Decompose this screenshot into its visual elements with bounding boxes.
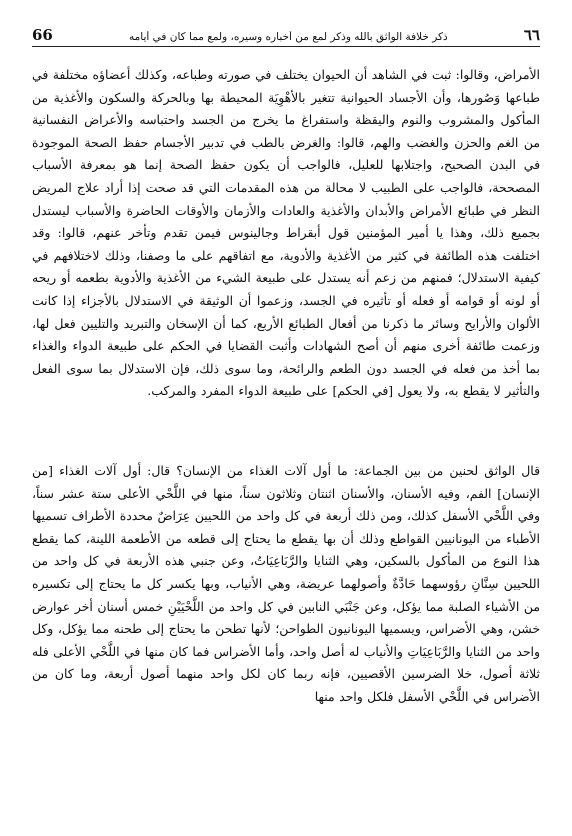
page-number-latin: 66 [32,26,53,44]
page-number-arabic: ٦٦ [523,26,540,44]
running-title: ذكر خلافة الواثق بالله وذكر لمع من أخباره وسيره، ولمع مما كان في أيامه [129,31,448,43]
body-paragraph-2 [32,460,540,709]
body-paragraph-1 [32,64,540,403]
paragraph-text: الأمراض، وقالوا: ثبت في الشاهد أن الحيوان يختلف في صورته وطباعه، وكذلك أعضاؤه مختلفة في طباعها وَصُورها، وأن الأجساد الحيوانية تتغير بالأهْوِيَة المحيطة بها وبالحركة والسكون والأغذية من المأكول والمشروب والنوم واليقظة واستفراغ ما يخرج من الجسد واحتباسه والأعراض النفسانية من الغم والحزن والغضب والهم، قالوا: والغرض بالطب في تدبير الأجسام حفظ الصحة الموجودة في البدن الصحيح، واجتلابها للعليل، فالواجب أن يكون حفظ الصحة إنما هو بمعرفة الأسباب المصححة، فالواجب على الطبيب لا محالة من هذه المقدمات التي قد صحت إذا أراد علاج المريض النظر في طبائع الأمراض والأبدان والأغذية والعادات والأزمان والأوقات الحاضرة والأسباب ليستدل بجميع ذلك، وهذا يا أمير المؤمنين قول أبقراط وجالينوس فيمن تقدم وتأخر عنهم، قالوا: وقد اختلفت هذه الطائفة في كثير من الأغذية والأدوية، مع اتفاقهم على ما وصفنا، وذلك لاختلافهم في كيفية الاستدلال؛ فمنهم من زعم أنه يستدل على طبيعة الشيء من الأغذية والأدوية بطعمه أو ريحه أو لونه أو قوامه أو فعله أو تأثيره في الجسد، وزعموا أن الوثيقة في الاستدلال بالأجزاء إذا كانت الألوان والأرايح وسائر ما ذكرنا من أفعال الطبائع الأربع، كما أن الإسخان والتبريد والتليين فعل لها، وزعمت طائفة أخرى منهم أن أصح الشهادات وأثبت القضايا في الحكم على طبيعة الدواء والغذاء بما أخذ من فعله في الجسد دون الطعم والرائحة، وما سوى ذلك، فإن الاستدلال بما سوى الفعل والتأثير لا يقطع به، ولا يعول [في الحكم] على طبيعة الدواء المفرد والمركب. [32,67,540,399]
paragraph-text: قال الواثق لحنين من بين الجماعة: ما أول آلات الغذاء من الإنسان؟ قال: أول آلات الغذاء [من الإنسان] الفم، وفيه الأسنان، والأسنان اثنتان وثلاثون سناً، منها في اللَّحْي الأعلى ستة عشر سناً، وفي اللَّحْي الأسفل كذلك، ومن ذلك أربعة في كل واحد من اللحيين عِرَاضٌ محددة الأطراف تسميها الأطباء من اليونانيين القواطع وذلك أن بها يقطع ما يحتاج إلى قطعه من الأطعمة اللينة، كما يقطع هذا النوع من المأكول بالسكين، وهي الثنايا والرَّبَاعِيَاتُ، وعن جنبي هذه الأربعة في كل واحد من اللحيين سِنَّانِ رؤوسهما حَادَّةٌ وأصولهما عريضة، وهي الأنياب، وبها يكسر كل ما يحتاج إلى تكسيره من الأشياء الصلبة مما يؤكل، وعن جَنْبَي النابين في كل واحد من اللَّحْيَيْنِ خمس أسنان أخر عوارض خشن، وهي الأضراس، ويسميها اليونانيون الطواحن؛ لأنها تطحن ما يحتاج إلى طحنه مما يؤكل، وكل واحد من الثنايا والرَّبَاعِيَاتِ والأنياب له أصل واحد، وأما الأضراس فما كان منها في اللَّحْي الأعلى فله ثلاثة أصول، خلا الضرسين الأقصيين، فإنه ربما كان لكل واحد منهما أصول أربعة، وما كان من الأضراس في اللَّحْي الأسفل فلكل واحد منها [32,463,540,704]
page-header [32,22,540,47]
